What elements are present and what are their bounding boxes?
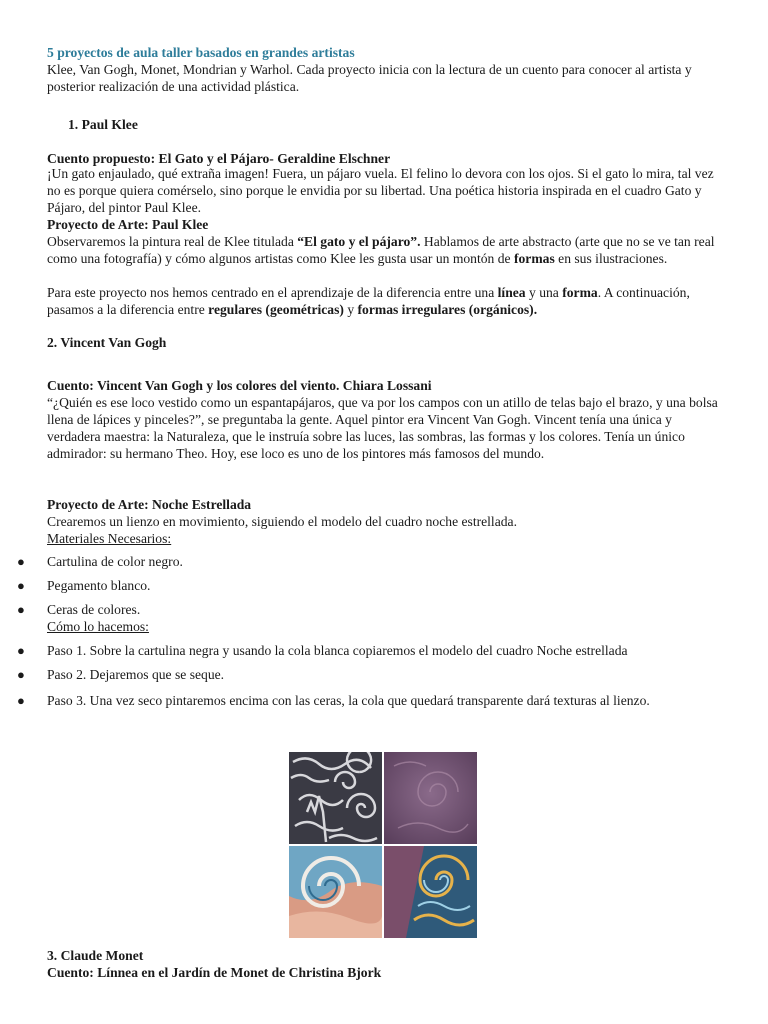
photo-tile-purple-canvas <box>384 752 477 844</box>
section-1-story-heading: Cuento propuesto: El Gato y el Pájaro- Geraldine Elschner <box>47 151 391 166</box>
section-1-paragraph-1: Observaremos la pintura real de Klee titulada “El gato y el pájaro”. Hablamos de arte abstracto (arte que no se ve tan real como una fotografía) y cómo algunos artistas como Klee les gusta usar un montón de formas en sus ilustraciones. <box>47 234 715 266</box>
section-2-project-heading: Proyecto de Arte: Noche Estrellada <box>47 497 252 512</box>
steps-list-item: ● Paso 1. Sobre la cartulina negra y usando la cola blanca copiaremos el modelo del cuadro Noche estrellada <box>17 643 628 658</box>
materials-heading: Materiales Necesarios: <box>47 531 172 546</box>
photo-tile-blue-spiral <box>289 846 382 938</box>
steps-list-item: ● Paso 3. Una vez seco pintaremos encima con las ceras, la cola que quedará transparente dará texturas al lienzo. <box>47 689 727 713</box>
starry-night-craft-photo <box>289 752 477 938</box>
steps-list-item: ● Paso 2. Dejaremos que se seque. <box>17 667 225 682</box>
bullet-icon: ● <box>17 643 25 658</box>
bullet-icon: ● <box>17 602 25 617</box>
section-3-story-heading: Cuento: Línnea en el Jardín de Monet de Christina Bjork <box>47 965 382 980</box>
section-1-story-text: ¡Un gato enjaulado, qué extraña imagen! Fuera, un pájaro vuela. El felino lo devora con los ojos. Si el gato lo mira, tal vez no es porque quiera comérselo, sino porque le envidia por su libertad. Una poética historia inspirada en el cuadro Gato y Pájaro, del pintor Paul Klee. <box>47 166 714 215</box>
photo-tile-swirl-painting <box>384 846 477 938</box>
how-heading: Cómo lo hacemos: <box>47 619 149 634</box>
materials-list-item: ● Ceras de colores. <box>17 602 141 617</box>
bullet-icon: ● <box>17 578 25 593</box>
materials-list-item: ● Pegamento blanco. <box>17 578 151 593</box>
section-1-title: 1. Paul Klee <box>68 117 138 132</box>
bullet-icon: ● <box>17 554 25 569</box>
bullet-icon: ● <box>17 693 25 708</box>
intro-paragraph: Klee, Van Gogh, Monet, Mondrian y Warhol. Cada proyecto inicia con la lectura de un cuento para conocer al artista y posterior realización de una actividad plástica. <box>47 62 692 94</box>
bullet-icon: ● <box>17 667 25 682</box>
section-2-project-text: Crearemos un lienzo en movimiento, siguiendo el modelo del cuadro noche estrellada. <box>47 514 517 529</box>
section-1-paragraph-2: Para este proyecto nos hemos centrado en el aprendizaje de la diferencia entre una línea y una forma. A continuación, pasamos a la diferencia entre regulares (geométricas) y formas irregulares (orgánicos). <box>47 285 690 317</box>
section-2-story-text: “¿Quién es ese loco vestido como un espantapájaros, que va por los campos con un atillo de telas bajo el brazo, y una bolsa llena de lápices y pinceles?”, se preguntaba la gente. Aquel pintor era Vincent Van Gogh. Vincent tenía una única y verdadera maestra: la Naturaleza, que le instruía sobre las luces, las sombras, las formas y los colores. Tenía un único admirador: su hermano Theo. Hoy, ese loco es uno de los pintores más famosos del mundo. <box>47 395 718 461</box>
photo-tile-glue-lines <box>289 752 382 844</box>
section-3-title: 3. Claude Monet <box>47 948 144 963</box>
materials-list-item: ● Cartulina de color negro. <box>17 554 183 569</box>
section-1-project-heading: Proyecto de Arte: Paul Klee <box>47 217 209 232</box>
section-2-story-heading: Cuento: Vincent Van Gogh y los colores del viento. Chiara Lossani <box>47 378 432 393</box>
document-heading: 5 proyectos de aula taller basados en grandes artistas <box>47 45 355 60</box>
section-2-title: 2. Vincent Van Gogh <box>47 335 167 350</box>
